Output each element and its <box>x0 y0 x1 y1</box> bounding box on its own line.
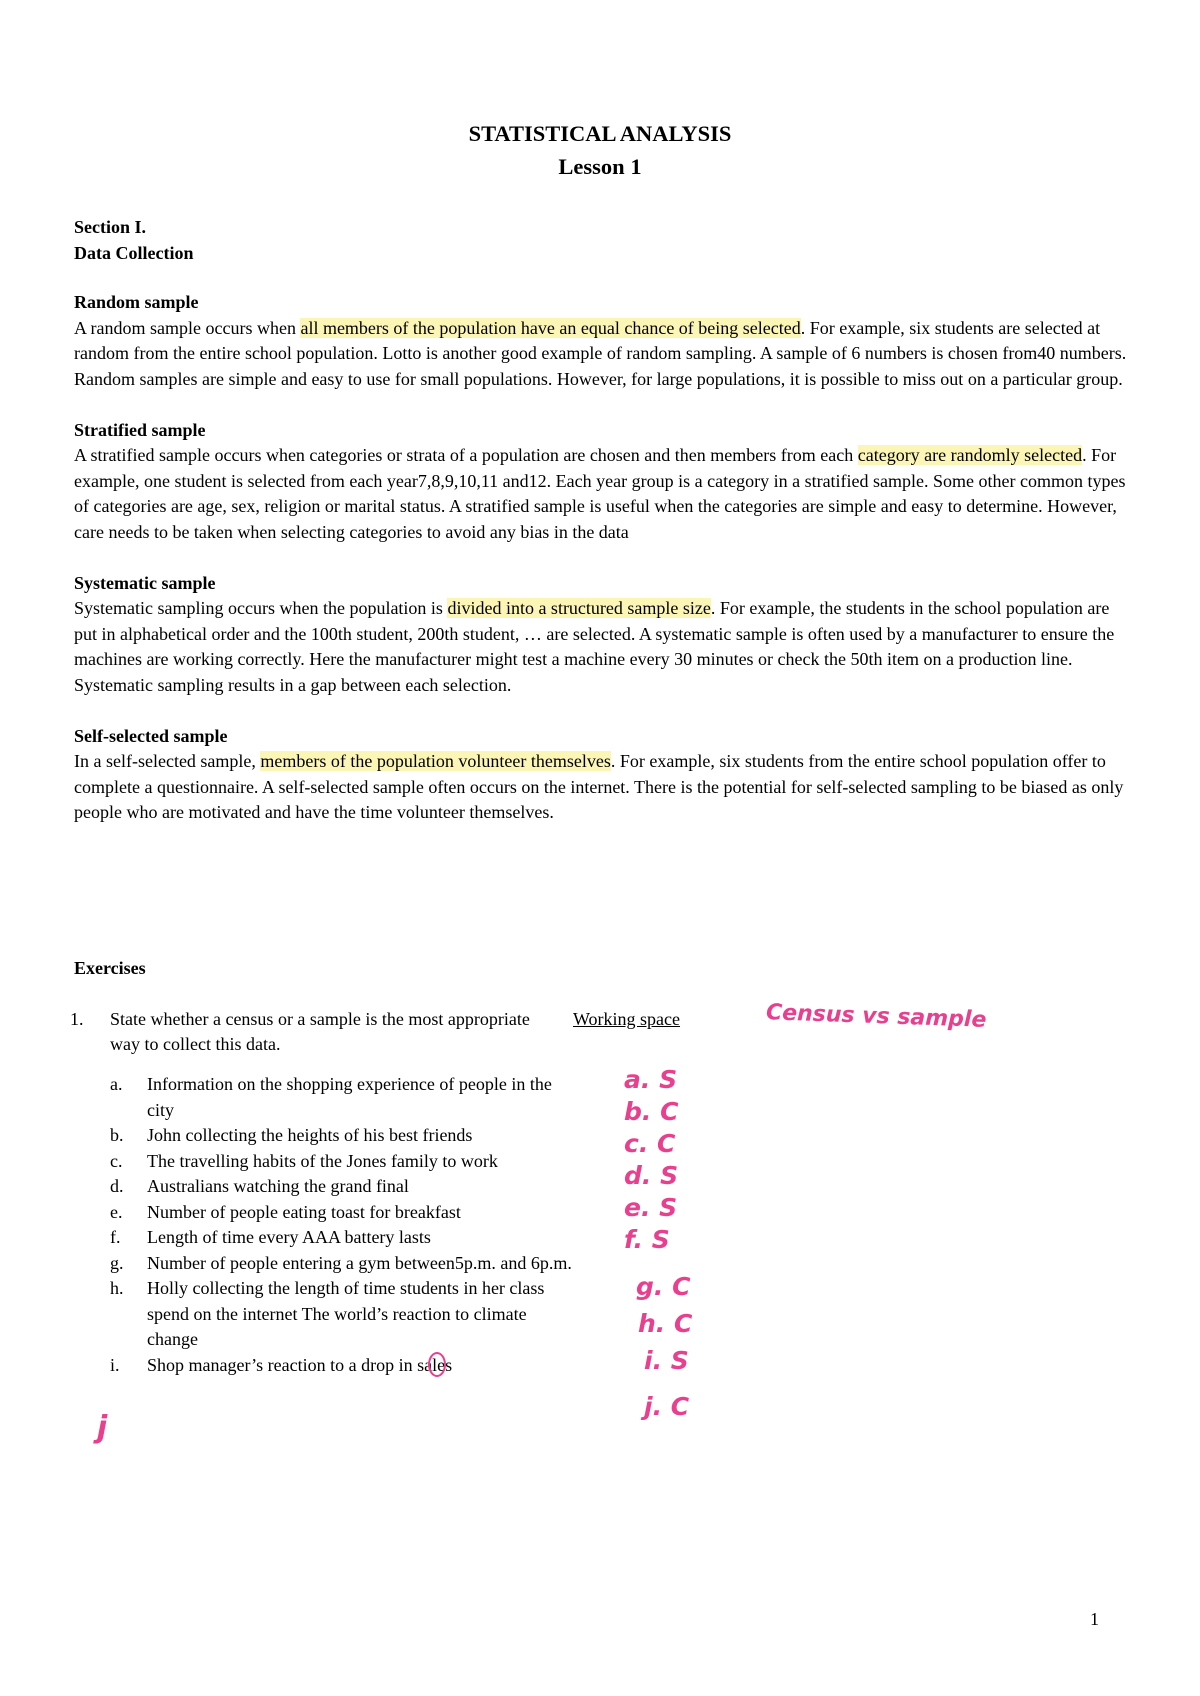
stratified-text-pre: A stratified sample occurs when categories or strata of a population are chosen and then members from each <box>74 445 858 465</box>
question-number: 1. <box>70 1009 84 1029</box>
item-letter: d. <box>110 1176 124 1196</box>
item-text: Holly collecting the length of time students in her class spend on the internet The world’s reaction to climate change <box>147 1278 545 1349</box>
section-heading <box>74 214 193 266</box>
item-letter: c. <box>110 1150 123 1171</box>
systematic-highlight: divided into a structured sample size <box>447 598 711 618</box>
handwritten-answer: g. C <box>636 1272 691 1301</box>
stratified-text-post: . For example, one student is selected from each year7,8,9,10,11 and12. Each year group is a category in a stratified sample. Some other common types of categories are age, sex, religion or marital status. A stratified sample is useful when the categories are simple and easy to determine. However, care needs to be taken when selecting categories to avoid any bias in the data <box>74 445 1126 542</box>
exercise-items-list <box>110 1072 580 1378</box>
handwritten-answer: f. S <box>624 1225 670 1254</box>
item-text: Number of people entering a gym between5p.m. and 6p.m. <box>147 1252 572 1273</box>
stratified-sample-paragraph <box>74 443 1134 545</box>
item-text: Information on the shopping experience of people in the city <box>147 1074 552 1120</box>
item-text: John collecting the heights of his best friends <box>147 1125 473 1145</box>
handwritten-answer: d. S <box>624 1161 679 1190</box>
handwritten-answer: b. C <box>624 1097 679 1126</box>
item-text: Length of time every AAA battery lasts <box>147 1227 431 1247</box>
systematic-text-pre: Systematic sampling occurs when the population is <box>74 598 448 618</box>
item-text: Number of people eating toast for breakfast <box>147 1201 461 1222</box>
systematic-sample-heading: Systematic sample <box>74 572 216 593</box>
random-text-post: . For example, six students are selected at random from the entire school population. Lotto is another good example of random sampling. A sample of 6 numbers is chosen from40 numbers. Random samples are simple and easy to use for small populations. However, for large populations, it is possible to miss out on a particular group. <box>74 317 1127 389</box>
title-block <box>0 117 1200 183</box>
random-text-pre: A random sample occurs when <box>74 317 301 338</box>
systematic-sample-paragraph <box>74 596 1134 698</box>
handwritten-answer: a. S <box>624 1065 678 1094</box>
handwritten-circle-mark <box>428 1352 446 1377</box>
handwritten-answer: j. C <box>644 1392 690 1421</box>
systematic-text-post: . For example, the students in the school population are put in alphabetical order and the 100th student, 200th student, … are selected. A systematic sample is often used by a manufacturer to ensure the machines are working correctly. Here the manufacturer might test a machine every 30 minutes or check the 50th item on a production line. Systematic sampling results in a gap between each selection. <box>74 598 1115 695</box>
handwritten-margin-mark: j <box>97 1410 108 1445</box>
document-title: STATISTICAL ANALYSIS <box>468 121 732 146</box>
list-item <box>110 1123 580 1149</box>
stratified-sample-heading: Stratified sample <box>74 419 206 440</box>
item-letter: g. <box>110 1252 124 1273</box>
question-text: State whether a census or a sample is the most appropriate way to collect this data. <box>110 1009 530 1054</box>
page-number: 1 <box>1090 1609 1099 1629</box>
random-sample-paragraph <box>74 316 1134 393</box>
section-label: Section I. <box>74 217 146 237</box>
exercises-heading: Exercises <box>74 958 146 978</box>
self-selected-sample-paragraph <box>74 749 1134 826</box>
list-item <box>110 1072 580 1123</box>
self-selected-text-pre: In a self-selected sample, <box>74 751 261 771</box>
handwritten-answer: c. C <box>624 1129 676 1158</box>
working-space-label: Working space <box>573 1009 681 1029</box>
item-letter: e. <box>110 1201 123 1222</box>
item-text: The travelling habits of the Jones family to work <box>147 1150 498 1171</box>
self-selected-highlight: members of the population volunteer themselves <box>260 751 611 771</box>
item-letter: h. <box>110 1278 124 1298</box>
self-selected-sample-heading: Self-selected sample <box>74 725 228 746</box>
handwritten-answer: h. C <box>638 1309 693 1338</box>
section-title: Data Collection <box>74 243 194 263</box>
handwritten-answer: i. S <box>644 1346 689 1375</box>
list-item <box>110 1353 580 1379</box>
list-item <box>110 1174 580 1200</box>
list-item <box>110 1251 580 1277</box>
list-item <box>110 1225 580 1251</box>
content-body <box>74 290 1134 851</box>
random-highlight: all members of the population have an equal chance of being selected <box>300 317 801 338</box>
handwritten-answer: e. S <box>624 1193 678 1222</box>
list-item <box>110 1149 580 1175</box>
lesson-subtitle: Lesson 1 <box>558 154 642 179</box>
random-sample-heading: Random sample <box>74 292 199 312</box>
handwritten-header: Census vs sample <box>765 1000 987 1033</box>
self-selected-text-post: . For example, six students from the entire school population offer to complete a questionnaire. A self-selected sample often occurs on the internet. There is the potential for self-selected sampling to be biased as only people who are motivated and have the time volunteer themselves. <box>74 751 1124 822</box>
stratified-highlight: category are randomly selected <box>857 445 1083 465</box>
item-letter: f. <box>110 1227 121 1247</box>
item-letter: b. <box>110 1125 124 1145</box>
item-text: Australians watching the grand final <box>147 1176 409 1196</box>
item-letter: a. <box>110 1074 123 1094</box>
list-item <box>110 1200 580 1226</box>
list-item <box>110 1276 580 1353</box>
item-letter: i. <box>110 1354 120 1375</box>
item-text: Shop manager’s reaction to a drop in sales <box>147 1354 453 1375</box>
